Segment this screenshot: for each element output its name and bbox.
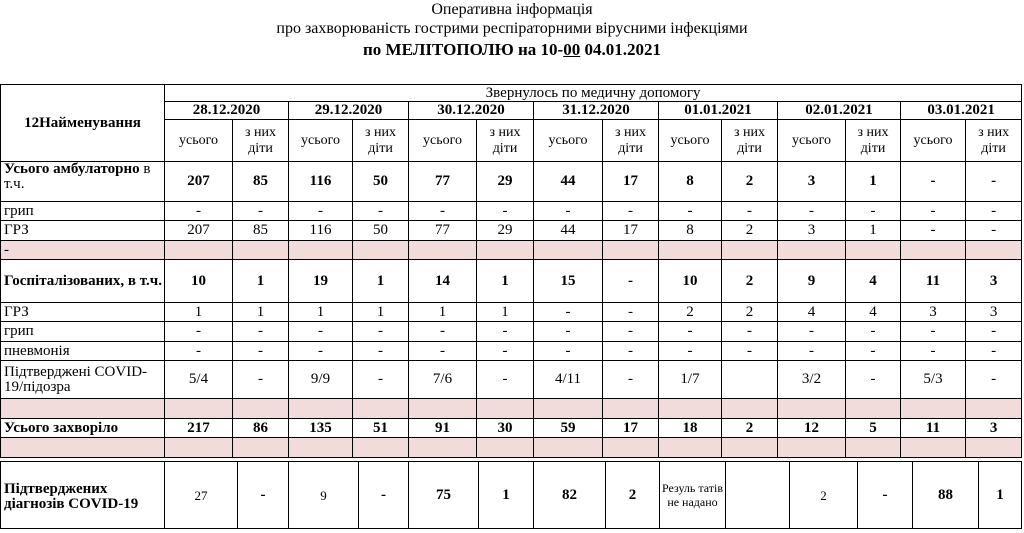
value-cell: 1 — [479, 462, 534, 529]
value-cell: - — [966, 361, 1022, 399]
row-label: Усього захворіло — [1, 419, 165, 438]
value-cell: 59 — [534, 419, 603, 438]
value-cell: - — [534, 303, 603, 322]
value-cell: - — [353, 322, 409, 342]
value-cell — [726, 462, 790, 529]
value-cell: 5/3 — [901, 361, 966, 399]
value-cell: 3 — [778, 221, 846, 241]
subheader-total: усього — [534, 120, 603, 162]
value-cell: 27 — [165, 462, 238, 529]
value-cell: 116 — [289, 162, 353, 202]
subheader-total: усього — [165, 120, 233, 162]
table-row-hospitalized — [1, 260, 1022, 303]
value-cell: 116 — [289, 221, 353, 241]
value-cell: - — [722, 202, 778, 221]
value-cell: 85 — [233, 221, 289, 241]
value-cell: 19 — [289, 260, 353, 303]
value-cell: - — [353, 202, 409, 221]
value-cell: 3 — [966, 260, 1022, 303]
value-cell: - — [659, 202, 722, 221]
date-header: 02.01.2021 — [778, 102, 901, 120]
value-cell: 1 — [165, 303, 233, 322]
row-label: Підтверджені COVID-19/підозра — [1, 361, 165, 399]
subheader-children: з них діти — [353, 120, 409, 162]
subheader-total: усього — [901, 120, 966, 162]
value-cell: 2 — [606, 462, 660, 529]
value-cell: 75 — [409, 462, 479, 529]
value-cell: - — [659, 322, 722, 342]
row-label: Госпіталізованих, в т.ч. — [1, 260, 165, 303]
value-cell: - — [238, 462, 289, 529]
subheader-total: усього — [409, 120, 477, 162]
value-cell: 4/11 — [534, 361, 603, 399]
value-cell: 86 — [233, 419, 289, 438]
value-cell: 4 — [846, 303, 901, 322]
value-cell: - — [966, 342, 1022, 361]
report-title: Оперативна інформація — [431, 1, 593, 18]
value-cell: 82 — [534, 462, 606, 529]
group-header: Звернулось по медичну допомогу — [165, 85, 1022, 102]
value-cell: - — [233, 202, 289, 221]
value-cell: - — [901, 162, 966, 202]
value-cell: 17 — [603, 419, 659, 438]
value-cell: - — [353, 361, 409, 399]
value-cell: - — [966, 202, 1022, 221]
row-label: грип — [1, 322, 165, 342]
subheader-children: з них діти — [966, 120, 1022, 162]
value-cell: 1 — [233, 260, 289, 303]
value-cell: 1 — [353, 260, 409, 303]
date-header: 31.12.2020 — [534, 102, 659, 120]
value-cell: 17 — [603, 221, 659, 241]
value-cell: - — [966, 162, 1022, 202]
value-cell: - — [233, 342, 289, 361]
value-cell: - — [289, 202, 353, 221]
value-cell: 207 — [165, 221, 233, 241]
value-cell: - — [233, 361, 289, 399]
name-column-header: 12Найменування — [1, 85, 165, 162]
value-cell: 1 — [353, 303, 409, 322]
value-cell: 9 — [778, 260, 846, 303]
value-cell: 88 — [913, 462, 979, 529]
value-cell: 15 — [534, 260, 603, 303]
value-cell: 10 — [659, 260, 722, 303]
subheader-children: з них діти — [477, 120, 534, 162]
value-cell: - — [901, 202, 966, 221]
value-cell: - — [477, 361, 534, 399]
subheader-children: з них діти — [722, 120, 778, 162]
value-cell: 3 — [901, 303, 966, 322]
morbidity-table — [0, 84, 1022, 458]
value-cell: 10 — [165, 260, 233, 303]
table-row-ambulatory — [1, 162, 1022, 202]
value-cell: - — [409, 322, 477, 342]
value-cell: 1/7 — [659, 361, 722, 399]
value-cell: - — [858, 462, 913, 529]
value-cell: - — [603, 303, 659, 322]
value-cell: 50 — [353, 221, 409, 241]
date-header: 30.12.2020 — [409, 102, 534, 120]
table-row-separator — [1, 241, 1022, 260]
value-cell: 2 — [722, 260, 778, 303]
value-cell: - — [846, 322, 901, 342]
value-cell: 1 — [846, 162, 901, 202]
value-cell: 9 — [289, 462, 359, 529]
value-cell: 1 — [477, 303, 534, 322]
value-cell: - — [233, 322, 289, 342]
value-cell: 2 — [790, 462, 858, 529]
value-cell: 11 — [901, 260, 966, 303]
value-cell: - — [353, 342, 409, 361]
value-cell: 3 — [966, 419, 1022, 438]
value-cell: 18 — [659, 419, 722, 438]
value-cell: - — [603, 202, 659, 221]
row-label: ГРЗ — [1, 303, 165, 322]
value-cell: 2 — [659, 303, 722, 322]
value-cell: - — [603, 361, 659, 399]
value-cell: - — [165, 342, 233, 361]
table-row-covid — [1, 361, 1022, 399]
value-cell: 4 — [846, 260, 901, 303]
value-cell: 135 — [289, 419, 353, 438]
value-cell: - — [778, 342, 846, 361]
value-cell: 17 — [603, 162, 659, 202]
date-header: 01.01.2021 — [659, 102, 778, 120]
value-cell: 44 — [534, 162, 603, 202]
value-cell: Резуль татів не надано — [660, 462, 726, 529]
value-cell: - — [901, 322, 966, 342]
row-label: пневмонія — [1, 342, 165, 361]
value-cell: - — [359, 462, 409, 529]
value-cell: 3 — [966, 303, 1022, 322]
value-cell: - — [778, 202, 846, 221]
value-cell: - — [289, 342, 353, 361]
value-cell: 1 — [409, 303, 477, 322]
table-row-flu — [1, 202, 1022, 221]
value-cell: 14 — [409, 260, 477, 303]
value-cell: - — [477, 322, 534, 342]
value-cell: 1 — [233, 303, 289, 322]
report-location-date: по МЕЛІТОПОЛЮ на 10-00 04.01.2021 — [363, 40, 661, 59]
row-label: Усього амбулаторно в т.ч. — [1, 162, 165, 202]
table-row-separator — [1, 438, 1022, 458]
date-header: 03.01.2021 — [901, 102, 1022, 120]
value-cell: - — [477, 202, 534, 221]
value-cell: 1 — [846, 221, 901, 241]
value-cell: - — [477, 342, 534, 361]
table-row-total — [1, 419, 1022, 438]
value-cell: - — [846, 202, 901, 221]
value-cell: 4 — [778, 303, 846, 322]
value-cell: 7/6 — [409, 361, 477, 399]
value-cell: 1 — [289, 303, 353, 322]
date-header: 28.12.2020 — [165, 102, 289, 120]
value-cell: - — [722, 322, 778, 342]
value-cell: - — [603, 322, 659, 342]
value-cell: - — [722, 342, 778, 361]
value-cell: 85 — [233, 162, 289, 202]
value-cell: 51 — [353, 419, 409, 438]
table-row-pneumonia — [1, 342, 1022, 361]
table-row-flu — [1, 322, 1022, 342]
value-cell: - — [409, 202, 477, 221]
value-cell: - — [603, 342, 659, 361]
table-row-arvi — [1, 221, 1022, 241]
value-cell: 9/9 — [289, 361, 353, 399]
value-cell: 30 — [477, 419, 534, 438]
value-cell: 2 — [722, 419, 778, 438]
row-label: Підтверджених діагнозів COVID-19 — [1, 462, 165, 529]
value-cell: 3 — [778, 162, 846, 202]
subheader-children: з них діти — [846, 120, 901, 162]
row-label: ГРЗ — [1, 221, 165, 241]
value-cell: - — [846, 361, 901, 399]
subheader-children: з них діти — [603, 120, 659, 162]
table-row-arvi — [1, 303, 1022, 322]
value-cell: 1 — [477, 260, 534, 303]
value-cell: 91 — [409, 419, 477, 438]
subheader-total: усього — [289, 120, 353, 162]
row-label: - — [1, 241, 165, 260]
subheader-total: усього — [778, 120, 846, 162]
value-cell: 77 — [409, 221, 477, 241]
value-cell: 207 — [165, 162, 233, 202]
value-cell: - — [966, 221, 1022, 241]
value-cell: - — [289, 322, 353, 342]
value-cell: 29 — [477, 221, 534, 241]
value-cell: 2 — [722, 162, 778, 202]
table-row-separator — [1, 399, 1022, 419]
value-cell: 8 — [659, 221, 722, 241]
value-cell: 77 — [409, 162, 477, 202]
row-label: грип — [1, 202, 165, 221]
value-cell: - — [165, 202, 233, 221]
value-cell: - — [901, 221, 966, 241]
value-cell: - — [165, 322, 233, 342]
value-cell: 217 — [165, 419, 233, 438]
value-cell: - — [966, 322, 1022, 342]
confirmed-table — [0, 461, 1022, 529]
subheader-children: з них діти — [233, 120, 289, 162]
value-cell: 12 — [778, 419, 846, 438]
subheader-total: усього — [659, 120, 722, 162]
value-cell: 29 — [477, 162, 534, 202]
value-cell: 5 — [846, 419, 901, 438]
value-cell: - — [603, 260, 659, 303]
value-cell: - — [534, 202, 603, 221]
value-cell: - — [534, 342, 603, 361]
value-cell — [722, 361, 778, 399]
value-cell: 2 — [722, 221, 778, 241]
value-cell: - — [901, 342, 966, 361]
value-cell: - — [659, 342, 722, 361]
value-cell: - — [778, 322, 846, 342]
report-subtitle: про захворюваність гострими респіраторними вірусними інфекціями — [276, 20, 748, 37]
value-cell: 2 — [722, 303, 778, 322]
value-cell: 8 — [659, 162, 722, 202]
value-cell: 50 — [353, 162, 409, 202]
table-row-confirmed — [1, 462, 1022, 529]
value-cell: 44 — [534, 221, 603, 241]
value-cell: - — [534, 322, 603, 342]
value-cell: - — [846, 342, 901, 361]
date-header: 29.12.2020 — [289, 102, 409, 120]
value-cell: 1 — [979, 462, 1022, 529]
value-cell: 3/2 — [778, 361, 846, 399]
value-cell: 5/4 — [165, 361, 233, 399]
value-cell: 11 — [901, 419, 966, 438]
value-cell: - — [409, 342, 477, 361]
